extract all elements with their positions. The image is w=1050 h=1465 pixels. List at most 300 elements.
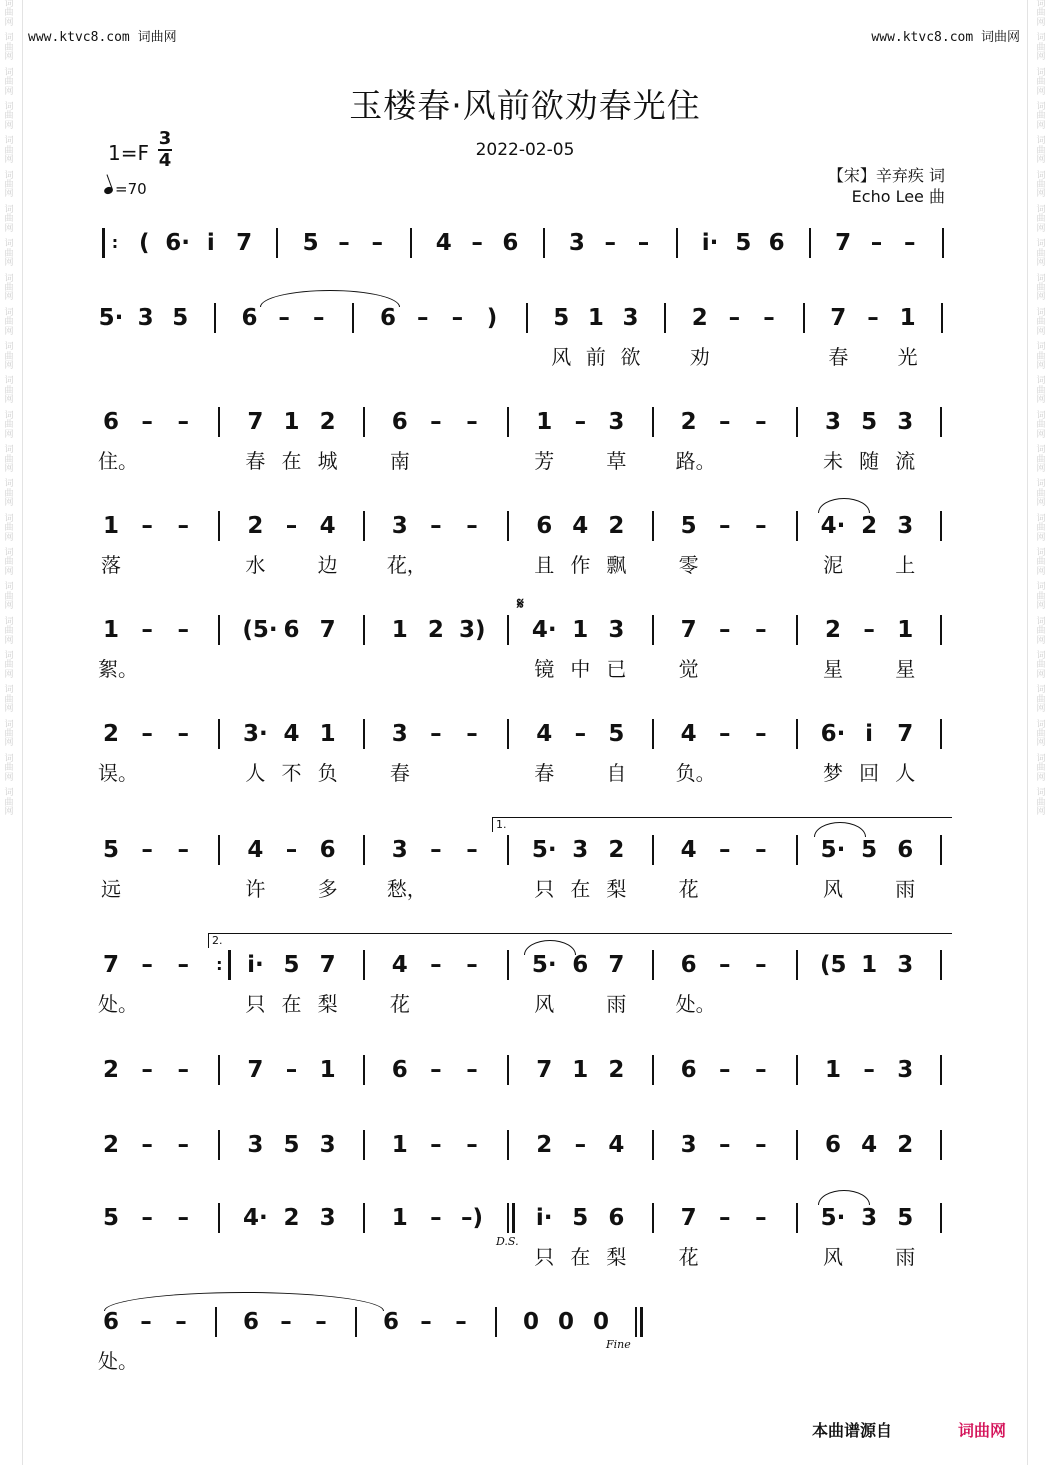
score-row xyxy=(98,1055,950,1085)
note: 4 xyxy=(283,721,300,747)
watermark-text: 词 曲 网 xyxy=(4,33,14,63)
score-row xyxy=(98,1203,950,1233)
note: 1 xyxy=(825,1057,842,1083)
watermark-text: 词 曲 网 xyxy=(4,788,14,818)
dash-extension: – xyxy=(338,230,350,256)
barline xyxy=(507,719,509,749)
lyric-char: 多 xyxy=(317,877,338,901)
note: 5 xyxy=(283,1132,300,1158)
barline xyxy=(507,1055,509,1085)
lyric-char: 春 xyxy=(828,345,849,369)
note: 2 xyxy=(102,721,119,747)
watermark-text: 词 曲 网 xyxy=(1036,685,1046,715)
barline xyxy=(940,407,942,437)
note: 4· xyxy=(243,1205,268,1231)
volta-2-bracket: 2. xyxy=(208,933,952,948)
barline xyxy=(215,1307,217,1337)
watermark-left xyxy=(0,0,18,1465)
barline xyxy=(352,303,354,333)
dash-extension: – xyxy=(313,305,325,331)
note: 2 xyxy=(608,513,625,539)
dash-extension: – xyxy=(755,721,767,747)
barline xyxy=(940,615,942,645)
lyric-char: 远 xyxy=(101,877,121,901)
note: 5 xyxy=(680,513,697,539)
note: 6 xyxy=(382,1309,399,1335)
watermark-text: 词 曲 网 xyxy=(4,479,14,509)
note: 4· xyxy=(820,513,846,539)
note: 4 xyxy=(861,1132,878,1158)
watermark-text: 词 曲 网 xyxy=(4,273,14,303)
barline xyxy=(940,1203,942,1233)
tie-arc xyxy=(260,290,400,307)
watermark-text: 词 曲 网 xyxy=(1036,101,1046,131)
footer-source-site[interactable]: 词曲网 xyxy=(958,1421,1007,1440)
lyric-char: 路。 xyxy=(675,449,716,473)
note: 4 xyxy=(319,513,336,539)
note: 4· xyxy=(531,617,557,643)
note: 3 xyxy=(608,617,625,643)
note: 3 xyxy=(897,409,914,435)
note: 1 xyxy=(319,721,336,747)
barline xyxy=(363,1055,365,1085)
lyric-char: 上 xyxy=(895,553,916,577)
barline xyxy=(940,719,942,749)
note: 1 xyxy=(572,617,589,643)
score-row xyxy=(98,511,950,541)
note: 7 xyxy=(680,617,697,643)
note: 5 xyxy=(553,305,570,331)
score-row xyxy=(98,1130,950,1160)
lyric-row xyxy=(98,549,950,575)
note: 5 xyxy=(735,230,752,256)
ds-mark: D.S. xyxy=(496,1235,519,1248)
watermark-text: 词 曲 网 xyxy=(4,719,14,749)
note: 1 xyxy=(536,409,553,435)
lyric-char: 梨 xyxy=(606,877,627,901)
note: i xyxy=(865,721,874,747)
barline xyxy=(218,407,220,437)
note: ( xyxy=(139,230,150,256)
lyric-char: 星 xyxy=(823,657,844,681)
note: 1 xyxy=(391,1132,408,1158)
lyric-char: 花 xyxy=(678,877,699,901)
note: 7 xyxy=(536,1057,553,1083)
barline xyxy=(102,228,105,258)
dash-extension: – xyxy=(755,617,767,643)
time-signature xyxy=(158,129,172,171)
lyric-char: 边 xyxy=(317,553,338,577)
barline xyxy=(796,407,798,437)
lyric-char: 自 xyxy=(606,761,627,785)
dash-extension: – xyxy=(430,513,442,539)
lyric-char: 处。 xyxy=(675,992,716,1016)
lyric-row xyxy=(98,757,950,783)
lyric-char: 人 xyxy=(895,761,916,785)
song-title: 玉楼春·风前欲劝春光住 xyxy=(349,86,701,125)
score-row xyxy=(98,228,950,258)
lyric-char: 只 xyxy=(245,992,266,1016)
barline xyxy=(512,1203,515,1233)
barline xyxy=(652,407,654,437)
barline xyxy=(507,511,509,541)
dash-extension: – xyxy=(466,409,478,435)
note: 2 xyxy=(608,837,625,863)
barline xyxy=(652,615,654,645)
note: 6 xyxy=(283,617,300,643)
dash-extension: – xyxy=(471,230,483,256)
note: 5· xyxy=(820,1205,846,1231)
dash-extension: – xyxy=(285,1057,298,1083)
watermark-text: 词 曲 网 xyxy=(1036,513,1046,543)
watermark-text: 词 曲 网 xyxy=(4,650,14,680)
lyric-char: 住。 xyxy=(98,449,138,473)
watermark-text: 词 曲 网 xyxy=(1036,582,1046,612)
lyric-char: 在 xyxy=(281,449,302,473)
lyric-row xyxy=(98,873,950,899)
lyric-char: 梦 xyxy=(823,761,844,785)
note: 4 xyxy=(391,952,408,978)
note: 4 xyxy=(435,230,452,256)
score-row xyxy=(98,407,950,437)
watermark-text: 词 曲 网 xyxy=(1036,342,1046,371)
note: 6 xyxy=(825,1132,842,1158)
site-url-right[interactable]: www.ktvc8.com 词曲网 xyxy=(871,30,1020,45)
dash-extension: – xyxy=(755,513,767,539)
composer-credit: Echo Lee 曲 xyxy=(851,187,945,206)
lyric-char: 花 xyxy=(678,1245,699,1269)
barline xyxy=(363,1203,365,1233)
note: 4 xyxy=(247,837,264,863)
note: 4 xyxy=(608,1132,625,1158)
watermark-text: 词 曲 网 xyxy=(4,616,14,646)
lyric-char: 负 xyxy=(317,761,338,785)
lyric-char: 欲 xyxy=(620,345,641,369)
note: 5 xyxy=(302,230,319,256)
dash-extension: – xyxy=(755,837,767,863)
barline xyxy=(218,1203,220,1233)
lyric-char: 劝 xyxy=(689,345,710,369)
time-sig-bottom: 4 xyxy=(158,149,172,171)
note: 1 xyxy=(861,952,878,978)
note: 5 xyxy=(102,837,119,863)
lyric-char: 雨 xyxy=(895,1245,916,1269)
watermark-text: 词 曲 网 xyxy=(1036,479,1046,509)
lyric-row xyxy=(98,653,950,679)
lyric-row xyxy=(98,445,950,471)
barline xyxy=(796,1203,798,1233)
lyric-char: 觉 xyxy=(678,657,699,681)
barline xyxy=(942,228,944,258)
note: 7 xyxy=(102,952,119,978)
note: 2 xyxy=(283,1205,300,1231)
watermark-text: 词 曲 网 xyxy=(4,67,14,97)
barline xyxy=(652,1130,654,1160)
lyric-char: 风 xyxy=(551,345,572,369)
note: 6 xyxy=(502,230,519,256)
watermark-text: 词 曲 网 xyxy=(4,342,14,371)
dash-extension: – xyxy=(466,952,478,978)
lyric-char: 处。 xyxy=(98,992,138,1016)
note: 5 xyxy=(608,721,625,747)
lyric-char: 许 xyxy=(245,877,266,901)
barline xyxy=(652,719,654,749)
repeat-dots: : xyxy=(111,233,119,252)
note: 7 xyxy=(680,1205,697,1231)
lyricist-credit: 【宋】辛弃疾 词 xyxy=(827,166,945,185)
dash-extension: – xyxy=(371,230,383,256)
barline xyxy=(940,511,942,541)
margin-line-right xyxy=(1027,0,1028,1465)
watermark-text: 词 曲 网 xyxy=(4,753,14,783)
note: 7 xyxy=(236,230,253,256)
note: 4 xyxy=(536,721,553,747)
note: 3) xyxy=(459,617,486,643)
note: 6· xyxy=(165,230,190,256)
dash-extension: – xyxy=(637,230,650,256)
lyric-char: 光 xyxy=(897,345,918,369)
barline xyxy=(652,835,654,865)
note: 2 xyxy=(680,409,697,435)
note: 3 xyxy=(572,837,589,863)
watermark-text: 词 曲 网 xyxy=(1036,239,1046,269)
note: 6 xyxy=(241,305,258,331)
dash-extension: – xyxy=(315,1309,327,1335)
barline xyxy=(652,1203,654,1233)
note: 7 xyxy=(247,409,264,435)
note: 5· xyxy=(820,837,846,863)
note: –) xyxy=(461,1205,484,1231)
lyric-char: 春 xyxy=(245,449,266,473)
note: 1 xyxy=(587,305,604,331)
lyric-char: 水 xyxy=(245,553,266,577)
barline xyxy=(507,615,509,645)
barline xyxy=(940,835,942,865)
barline xyxy=(796,511,798,541)
note: i· xyxy=(247,952,264,978)
watermark-text: 词 曲 网 xyxy=(4,136,14,166)
dash-extension: – xyxy=(177,617,189,643)
dash-extension: – xyxy=(718,837,731,863)
note: 2 xyxy=(861,513,878,539)
dash-extension: – xyxy=(755,1205,767,1231)
barline xyxy=(507,407,509,437)
note: 6 xyxy=(680,952,697,978)
watermark-text: 词 曲 网 xyxy=(1036,273,1046,303)
note: 3 xyxy=(897,513,914,539)
lyric-char: 随 xyxy=(859,449,880,473)
barline xyxy=(664,303,666,333)
dash-extension: – xyxy=(177,1132,189,1158)
dash-extension: – xyxy=(177,721,189,747)
quarter-note-icon xyxy=(103,186,114,196)
lyric-row xyxy=(98,988,950,1014)
barline xyxy=(218,1055,220,1085)
dash-extension: – xyxy=(718,617,731,643)
note: i· xyxy=(701,230,719,256)
note: 0 xyxy=(592,1309,609,1335)
note: 5 xyxy=(897,1205,914,1231)
note: 6 xyxy=(572,952,589,978)
watermark-text: 词 曲 网 xyxy=(1036,0,1046,28)
dash-extension: – xyxy=(863,1057,875,1083)
lyric-char: 雨 xyxy=(606,992,627,1016)
dash-extension: – xyxy=(177,513,189,539)
note: 2 xyxy=(536,1132,553,1158)
barline xyxy=(652,950,654,980)
note: 1 xyxy=(899,305,916,331)
tempo-mark: =70 xyxy=(104,180,147,198)
dash-extension: – xyxy=(718,1057,731,1083)
barline xyxy=(218,719,220,749)
dash-extension: – xyxy=(141,409,153,435)
watermark-text: 词 曲 网 xyxy=(1036,410,1046,440)
barline xyxy=(940,950,942,980)
barline xyxy=(363,407,365,437)
barline xyxy=(796,615,798,645)
dash-extension: – xyxy=(177,1205,189,1231)
watermark-text: 词 曲 网 xyxy=(4,307,14,337)
watermark-text: 词 曲 网 xyxy=(4,204,14,234)
note: 2 xyxy=(825,617,842,643)
dash-extension: – xyxy=(140,1309,152,1335)
watermark-text: 词 曲 网 xyxy=(4,410,14,440)
lyric-char: 草 xyxy=(606,449,627,473)
note: 1 xyxy=(391,1205,408,1231)
dash-extension: – xyxy=(430,1132,442,1158)
lyric-char: 梨 xyxy=(317,992,338,1016)
dash-extension: – xyxy=(718,409,731,435)
lyric-char: 且 xyxy=(534,553,555,577)
dash-extension: – xyxy=(430,1057,442,1083)
dash-extension: – xyxy=(863,617,875,643)
barline xyxy=(507,950,509,980)
note: 3 xyxy=(897,952,914,978)
dash-extension: – xyxy=(574,721,587,747)
dash-extension: – xyxy=(755,1057,767,1083)
dash-extension: – xyxy=(285,513,298,539)
lyric-char: 负。 xyxy=(675,761,716,785)
dash-extension: – xyxy=(466,1132,478,1158)
note: 3 xyxy=(608,409,625,435)
note: 3 xyxy=(622,305,639,331)
note: 6 xyxy=(242,1309,259,1335)
lyric-char: 风 xyxy=(823,877,844,901)
note: 5 xyxy=(861,837,878,863)
note: 7 xyxy=(835,230,852,256)
lyric-char: 城 xyxy=(317,449,338,473)
barline xyxy=(218,835,220,865)
barline xyxy=(652,511,654,541)
lyric-char: 只 xyxy=(534,877,555,901)
barline xyxy=(218,511,220,541)
lyric-char: 在 xyxy=(570,877,591,901)
lyric-char: 已 xyxy=(606,657,627,681)
watermark-text: 词 曲 网 xyxy=(4,239,14,269)
note: 6· xyxy=(820,721,846,747)
lyric-char: 风 xyxy=(534,992,555,1016)
note: 7 xyxy=(319,617,336,643)
watermark-text: 词 曲 网 xyxy=(4,170,14,200)
note: 2 xyxy=(427,617,444,643)
dash-extension: – xyxy=(280,1309,292,1335)
note: 1 xyxy=(897,617,914,643)
lyric-char: 处。 xyxy=(98,1349,138,1373)
note: 3 xyxy=(391,837,408,863)
site-url-left[interactable]: www.ktvc8.com 词曲网 xyxy=(28,30,177,45)
watermark-text: 词 曲 网 xyxy=(1036,376,1046,406)
note: 6 xyxy=(608,1205,625,1231)
lyric-char: 花 xyxy=(389,992,410,1016)
lyric-char: 零 xyxy=(678,553,699,577)
barline xyxy=(640,1307,643,1337)
note: 5· xyxy=(531,837,557,863)
dash-extension: – xyxy=(141,1205,153,1231)
watermark-text: 词 曲 网 xyxy=(4,376,14,406)
lyric-char: 在 xyxy=(281,992,302,1016)
lyric-char: 春 xyxy=(389,761,410,785)
dash-extension: – xyxy=(728,305,741,331)
barline xyxy=(543,228,545,258)
watermark-text: 词 曲 网 xyxy=(1036,650,1046,680)
note: (5 xyxy=(820,952,847,978)
watermark-text: 词 曲 网 xyxy=(4,685,14,715)
dash-extension: – xyxy=(177,952,189,978)
tie-arc xyxy=(104,1292,384,1311)
dash-extension: – xyxy=(430,952,442,978)
dash-extension: – xyxy=(755,952,767,978)
barline xyxy=(809,228,811,258)
dash-extension: – xyxy=(278,305,290,331)
dash-extension: – xyxy=(574,1132,587,1158)
dash-extension: – xyxy=(141,1132,153,1158)
dash-extension: – xyxy=(177,1057,189,1083)
note: 7 xyxy=(897,721,914,747)
note: 5 xyxy=(572,1205,589,1231)
note: 1 xyxy=(319,1057,336,1083)
time-sig-top: 3 xyxy=(158,128,172,149)
barline xyxy=(941,303,943,333)
note: 6 xyxy=(391,409,408,435)
barline xyxy=(507,1130,509,1160)
note: 1 xyxy=(391,617,408,643)
tie-arc xyxy=(818,498,870,513)
barline xyxy=(363,835,365,865)
note: 3 xyxy=(568,230,585,256)
note: 6 xyxy=(319,837,336,863)
dash-extension: – xyxy=(420,1309,432,1335)
lyric-row xyxy=(98,1345,950,1371)
dash-extension: – xyxy=(141,721,153,747)
note: 5 xyxy=(861,409,878,435)
barline xyxy=(796,1055,798,1085)
lyric-char: 流 xyxy=(895,449,916,473)
watermark-text: 词 曲 网 xyxy=(1036,204,1046,234)
footer-source-label: 本曲谱源自 xyxy=(812,1421,893,1440)
key-signature: 1=F xyxy=(108,141,149,165)
dash-extension: – xyxy=(574,409,587,435)
barline xyxy=(796,1130,798,1160)
lyric-char: 作 xyxy=(570,553,591,577)
lyric-char: 不 xyxy=(281,761,302,785)
watermark-text: 词 曲 网 xyxy=(1036,170,1046,200)
dash-extension: – xyxy=(763,305,775,331)
watermark-right xyxy=(1032,0,1050,1465)
fine-mark: Fine xyxy=(606,1338,631,1351)
score-row xyxy=(98,1307,950,1337)
barline xyxy=(276,228,278,258)
watermark-text: 词 曲 网 xyxy=(1036,788,1046,818)
